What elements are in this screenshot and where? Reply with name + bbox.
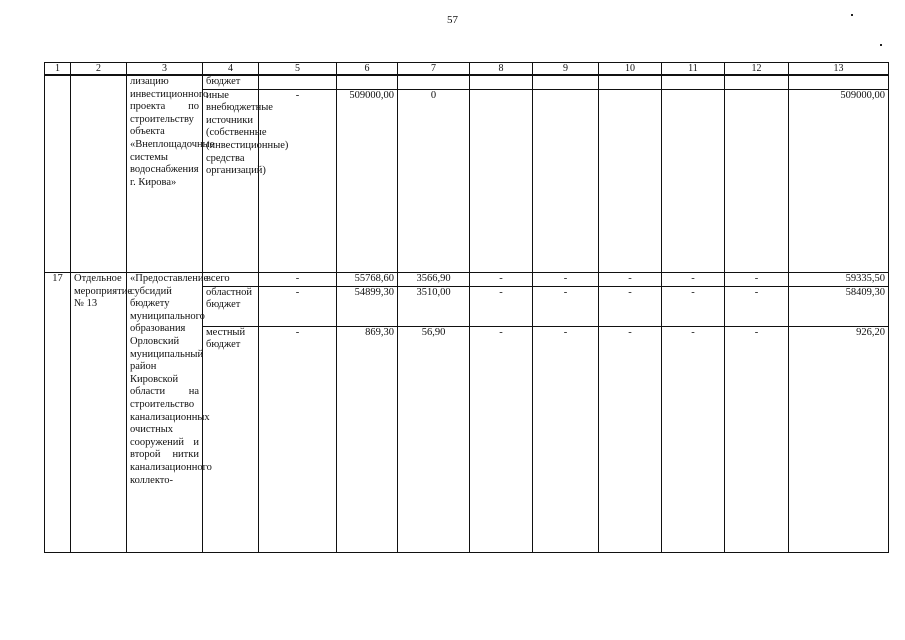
value-cell: 54899,30 <box>337 286 398 326</box>
header-col-13: 13 <box>789 63 889 76</box>
cell <box>337 75 398 89</box>
measure-name-cell: Отдельное мероприятие № 13 <box>71 273 127 553</box>
cell <box>259 75 337 89</box>
value-cell: - <box>662 326 725 552</box>
value-cell: - <box>599 273 662 287</box>
cell <box>45 75 71 273</box>
item-number-cell: 17 <box>45 273 71 553</box>
header-col-9: 9 <box>533 63 599 76</box>
header-col-5: 5 <box>259 63 337 76</box>
value-cell: - <box>599 286 662 326</box>
value-cell: - <box>662 286 725 326</box>
header-col-7: 7 <box>398 63 470 76</box>
scan-speck <box>851 14 853 16</box>
header-col-11: 11 <box>662 63 725 76</box>
cell <box>398 75 470 89</box>
value-cell: 509000,00 <box>789 89 889 272</box>
value-cell: - <box>259 89 337 272</box>
cell <box>470 75 533 89</box>
funding-source-cell: бюджет <box>203 75 259 89</box>
table-row <box>45 273 889 287</box>
header-col-10: 10 <box>599 63 662 76</box>
value-cell: - <box>725 286 789 326</box>
cell <box>662 89 725 272</box>
value-cell: 59335,50 <box>789 273 889 287</box>
value-cell: 0 <box>398 89 470 272</box>
value-cell: 869,30 <box>337 326 398 552</box>
value-cell: 3510,00 <box>398 286 470 326</box>
value-cell: - <box>470 286 533 326</box>
value-cell: - <box>259 286 337 326</box>
value-cell: - <box>259 326 337 552</box>
value-cell: 3566,90 <box>398 273 470 287</box>
value-cell: - <box>725 326 789 552</box>
value-cell: - <box>533 286 599 326</box>
cell <box>725 75 789 89</box>
header-col-3: 3 <box>127 63 203 76</box>
cell <box>533 89 599 272</box>
value-cell: 58409,30 <box>789 286 889 326</box>
header-col-6: 6 <box>337 63 398 76</box>
project-description-cell: «Предоставление субсидий бюджету муниципального образования Орловский муниципальный район Кировской области на строительство канализационных очистных сооружений и второй нитки канализационного коллекто- <box>127 273 203 553</box>
header-col-2: 2 <box>71 63 127 76</box>
cell <box>599 75 662 89</box>
cell <box>533 75 599 89</box>
funding-source-cell: местный бюджет <box>203 326 259 552</box>
header-col-12: 12 <box>725 63 789 76</box>
header-col-8: 8 <box>470 63 533 76</box>
project-description-cell: лизацию инвестиционного проекта по строительству объекта «Внеплощадочные системы водоснабжения г. Кирова» <box>127 75 203 273</box>
value-cell: - <box>533 273 599 287</box>
funding-source-cell: областной бюджет <box>203 286 259 326</box>
value-cell: - <box>470 326 533 552</box>
funding-source-cell: всего <box>203 273 259 287</box>
funding-source-cell: иные внебюджетные источники (собственные (инвестиционные) средства организаций) <box>203 89 259 272</box>
cell <box>789 75 889 89</box>
value-cell: 55768,60 <box>337 273 398 287</box>
cell <box>662 75 725 89</box>
value-cell: - <box>470 273 533 287</box>
table-header-row <box>45 63 889 76</box>
value-cell: 926,20 <box>789 326 889 552</box>
value-cell: - <box>259 273 337 287</box>
value-cell: 56,90 <box>398 326 470 552</box>
scan-speck <box>880 44 882 46</box>
page-number: 57 <box>447 14 458 26</box>
budget-table <box>44 62 889 553</box>
header-col-4: 4 <box>203 63 259 76</box>
cell <box>470 89 533 272</box>
cell <box>71 75 127 273</box>
value-cell: 509000,00 <box>337 89 398 272</box>
value-cell: - <box>662 273 725 287</box>
value-cell: - <box>599 326 662 552</box>
cell <box>599 89 662 272</box>
cell <box>725 89 789 272</box>
value-cell: - <box>533 326 599 552</box>
value-cell: - <box>725 273 789 287</box>
table-row <box>45 75 889 89</box>
header-col-1: 1 <box>45 63 71 76</box>
